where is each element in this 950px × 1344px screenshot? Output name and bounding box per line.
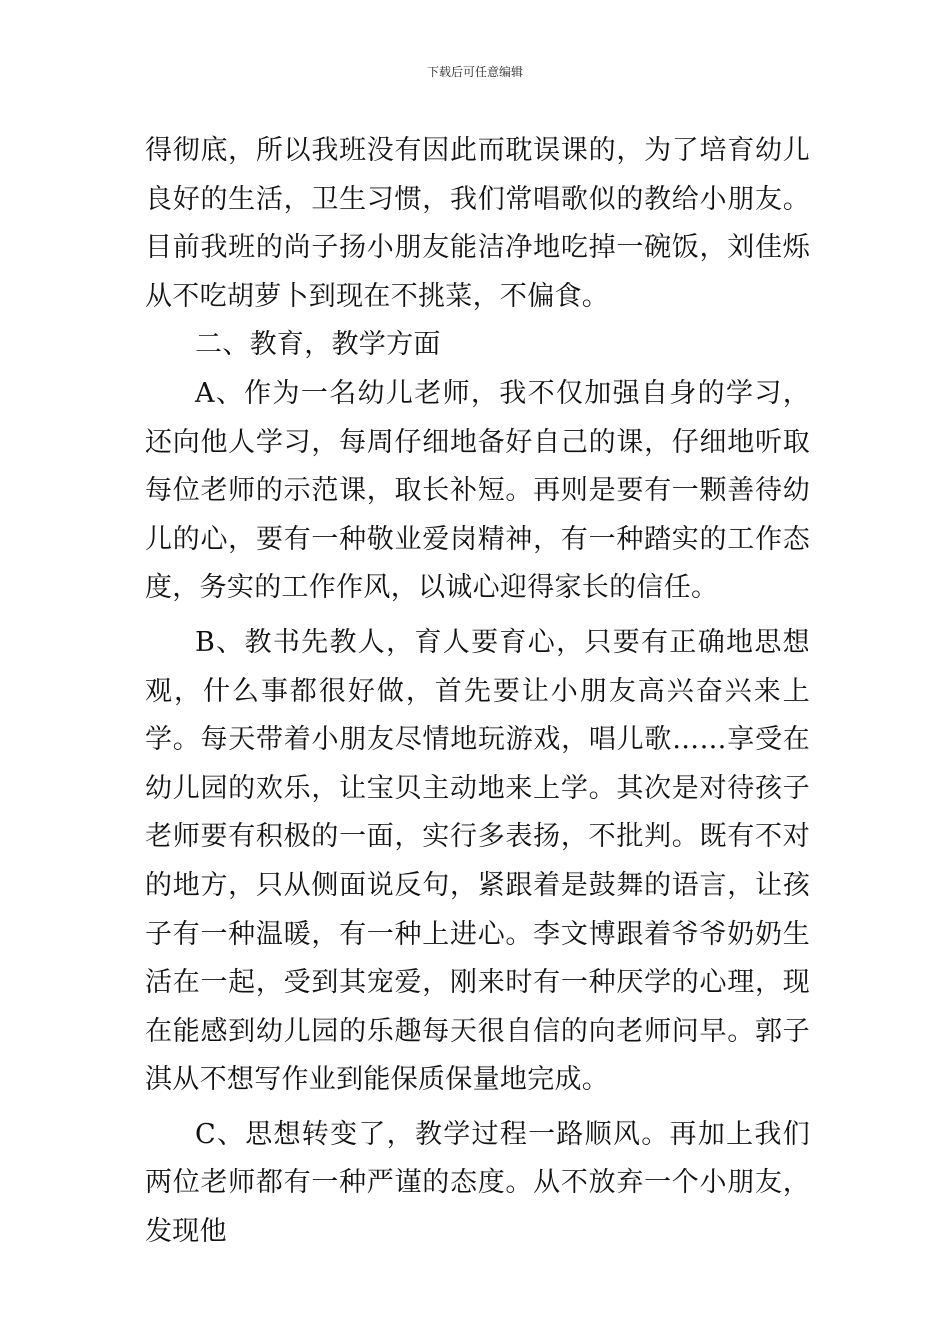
document-body bbox=[145, 127, 810, 1257]
paragraph-a: A、作为一名幼儿老师，我不仅加强自身的学习，还向他人学习，每周仔细地备好自己的课，仔细地听取每位老师的示范课，取长补短。再则是要有一颗善待幼儿的心，要有一种敬业爱岗精神，有一种踏实的工作态度，务实的工作作风，以诚心迎得家长的信任。 bbox=[145, 377, 810, 604]
paragraph-continuation: 得彻底，所以我班没有因此而耽误课的，为了培育幼儿良好的生活，卫生习惯，我们常唱歌似的教给小朋友。目前我班的尚子扬小朋友能洁净地吃掉一碗饭，刘佳烁从不吃胡萝卜到现在不挑菜，不偏食。 bbox=[145, 135, 810, 312]
paragraph-c: C、思想转变了，教学过程一路顺风。再加上我们两位老师都有一种严谨的态度。从不放弃一个小朋友，发现他 bbox=[145, 1118, 810, 1248]
section-heading-education: 二、教育，教学方面 bbox=[195, 329, 441, 361]
paragraph-b: B、教书先教人，育人要育心，只要有正确地思想观，什么事都很好做，首先要让小朋友高兴奋兴来上学。每天带着小朋友尽情地玩游戏，唱儿歌……享受在幼儿园的欢乐，让宝贝主动地来上学。其次是对待孩子老师要有积极的一面，实行多表扬，不批判。既有不对的地方，只从侧面说反句，紧跟着是鼓舞的语言，让孩子有一种温暖，有一种上进心。李文博跟着爷爷奶奶生活在一起，受到其宠爱，刚来时有一种厌学的心理，现在能感到幼儿园的乐趣每天很自信的向老师问早。郭子淇从不想写作业到能保质保量地完成。 bbox=[145, 626, 810, 1096]
page-header-note: 下载后可任意编辑 bbox=[426, 65, 523, 79]
